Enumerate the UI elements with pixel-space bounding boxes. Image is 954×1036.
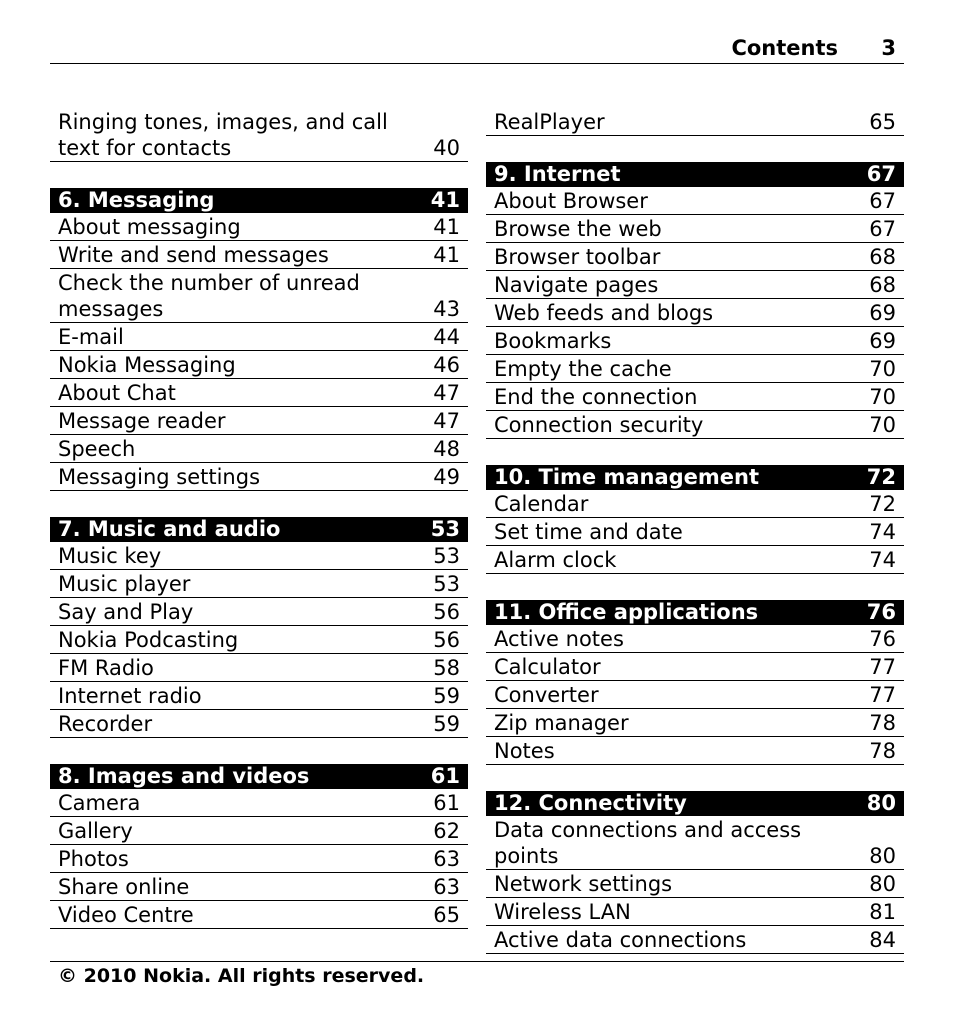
section-gap	[486, 765, 904, 791]
section-gap	[486, 439, 904, 465]
entry-page-number: 74	[869, 548, 896, 572]
footer-copyright: © 2010 Nokia. All rights reserved.	[58, 965, 425, 987]
entry-page-number: 59	[433, 684, 460, 708]
entry-page-number: 59	[433, 712, 460, 736]
section-title: 12. Connectivity	[494, 791, 687, 815]
entry-title: About messaging	[58, 215, 241, 239]
entry-page-number: 62	[433, 819, 460, 843]
toc-entry[interactable]	[50, 463, 468, 491]
entry-title: Photos	[58, 847, 129, 871]
toc-section-heading[interactable]	[486, 791, 904, 816]
entry-title: Wireless LAN	[494, 900, 631, 924]
entry-title: Navigate pages	[494, 273, 659, 297]
toc-entry[interactable]	[486, 411, 904, 439]
toc-entry[interactable]	[50, 817, 468, 845]
toc-entry[interactable]	[486, 187, 904, 215]
entry-page-number: 70	[869, 357, 896, 381]
toc-entry[interactable]	[50, 654, 468, 682]
entry-title: FM Radio	[58, 656, 154, 680]
entry-page-number: 78	[869, 711, 896, 735]
entry-page-number: 46	[433, 353, 460, 377]
entry-page-number: 63	[433, 875, 460, 899]
entry-title: Gallery	[58, 819, 133, 843]
entry-title: Data connections and access points	[494, 818, 802, 868]
toc-left-column	[50, 108, 468, 929]
toc-entry[interactable]	[486, 870, 904, 898]
entry-page-number: 78	[869, 739, 896, 763]
entry-title: Alarm clock	[494, 548, 617, 572]
entry-page-number: 56	[433, 628, 460, 652]
toc-section-heading[interactable]	[486, 162, 904, 187]
section-page-number: 53	[430, 517, 460, 541]
entry-title: Share online	[58, 875, 190, 899]
entry-page-number: 43	[433, 297, 460, 321]
header-page-number: 3	[881, 36, 896, 60]
entry-page-number: 70	[869, 385, 896, 409]
toc-entry[interactable]	[486, 737, 904, 765]
entry-title: Ringing tones, images, and call text for contacts	[58, 110, 388, 160]
toc-entry[interactable]	[486, 898, 904, 926]
entry-page-number: 68	[869, 245, 896, 269]
toc-entry[interactable]	[50, 435, 468, 463]
toc-entry[interactable]	[486, 926, 904, 954]
toc-entry[interactable]	[50, 710, 468, 738]
entry-title: About Browser	[494, 189, 648, 213]
entry-page-number: 84	[869, 928, 896, 952]
entry-page-number: 53	[433, 544, 460, 568]
entry-page-number: 41	[433, 215, 460, 239]
toc-entry[interactable]	[486, 490, 904, 518]
toc-entry[interactable]	[486, 327, 904, 355]
entry-page-number: 68	[869, 273, 896, 297]
entry-page-number: 81	[869, 900, 896, 924]
section-page-number: 41	[430, 188, 460, 212]
entry-page-number: 69	[869, 301, 896, 325]
entry-page-number: 58	[433, 656, 460, 680]
toc-entry[interactable]	[50, 542, 468, 570]
section-title: 9. Internet	[494, 162, 621, 186]
toc-section-heading[interactable]	[50, 764, 468, 789]
header-title: Contents	[731, 36, 838, 60]
section-gap	[50, 162, 468, 188]
entry-title: End the connection	[494, 385, 698, 409]
entry-title: Music key	[58, 544, 162, 568]
entry-page-number: 80	[869, 844, 896, 868]
entry-title: Browse the web	[494, 217, 662, 241]
section-page-number: 61	[430, 764, 460, 788]
entry-title: Write and send messages	[58, 243, 329, 267]
toc-entry[interactable]	[50, 570, 468, 598]
section-page-number: 80	[866, 791, 896, 815]
toc-entry[interactable]	[486, 681, 904, 709]
section-gap	[50, 738, 468, 764]
entry-title: RealPlayer	[494, 110, 605, 134]
entry-title: Calculator	[494, 655, 601, 679]
entry-title: Messaging settings	[58, 465, 261, 489]
section-gap	[50, 491, 468, 517]
entry-page-number: 61	[433, 791, 460, 815]
entry-title: Converter	[494, 683, 599, 707]
entry-title: Message reader	[58, 409, 226, 433]
entry-title: Nokia Messaging	[58, 353, 236, 377]
entry-page-number: 63	[433, 847, 460, 871]
toc-entry[interactable]	[50, 789, 468, 817]
entry-title: Calendar	[494, 492, 589, 516]
section-gap	[486, 136, 904, 162]
toc-entry[interactable]	[50, 108, 468, 162]
toc-entry[interactable]	[50, 626, 468, 654]
toc-entry[interactable]	[486, 816, 904, 870]
entry-title: Zip manager	[494, 711, 629, 735]
entry-page-number: 44	[433, 325, 460, 349]
toc-entry[interactable]	[486, 243, 904, 271]
entry-page-number: 48	[433, 437, 460, 461]
entry-title: Check the number of unread messages	[58, 271, 360, 321]
entry-title: Empty the cache	[494, 357, 672, 381]
entry-title: E-mail	[58, 325, 124, 349]
toc-entry[interactable]	[50, 407, 468, 435]
toc-entry[interactable]	[50, 241, 468, 269]
section-title: 10. Time management	[494, 465, 760, 489]
section-title: 7. Music and audio	[58, 517, 281, 541]
entry-title: Active data connections	[494, 928, 747, 952]
entry-page-number: 67	[869, 189, 896, 213]
toc-entry[interactable]	[486, 215, 904, 243]
entry-page-number: 80	[869, 872, 896, 896]
toc-section-heading[interactable]	[50, 188, 468, 213]
toc-entry[interactable]	[486, 383, 904, 411]
toc-entry[interactable]	[486, 709, 904, 737]
entry-page-number: 53	[433, 572, 460, 596]
entry-page-number: 56	[433, 600, 460, 624]
entry-title: Set time and date	[494, 520, 683, 544]
entry-page-number: 77	[869, 683, 896, 707]
entry-page-number: 65	[869, 110, 896, 134]
section-page-number: 67	[866, 162, 896, 186]
entry-page-number: 47	[433, 381, 460, 405]
entry-title: About Chat	[58, 381, 176, 405]
entry-title: Video Centre	[58, 903, 194, 927]
entry-page-number: 41	[433, 243, 460, 267]
entry-title: Browser toolbar	[494, 245, 661, 269]
page-header	[50, 34, 904, 64]
entry-title: Notes	[494, 739, 555, 763]
toc-entry[interactable]	[50, 901, 468, 929]
toc-entry[interactable]	[486, 518, 904, 546]
toc-entry[interactable]	[486, 299, 904, 327]
entry-title: Network settings	[494, 872, 673, 896]
toc-entry[interactable]	[50, 598, 468, 626]
entry-page-number: 70	[869, 413, 896, 437]
toc-entry[interactable]	[50, 379, 468, 407]
section-page-number: 76	[866, 600, 896, 624]
entry-page-number: 40	[433, 136, 460, 160]
entry-title: Internet radio	[58, 684, 202, 708]
entry-title: Camera	[58, 791, 141, 815]
entry-page-number: 72	[869, 492, 896, 516]
toc-entry[interactable]	[50, 845, 468, 873]
toc-section-heading[interactable]	[486, 600, 904, 625]
entry-page-number: 76	[869, 627, 896, 651]
entry-page-number: 47	[433, 409, 460, 433]
toc-entry[interactable]	[50, 351, 468, 379]
toc-entry[interactable]	[50, 269, 468, 323]
toc-entry[interactable]	[486, 625, 904, 653]
toc-entry[interactable]	[486, 653, 904, 681]
entry-page-number: 49	[433, 465, 460, 489]
toc-entry[interactable]	[486, 108, 904, 136]
section-title: 11. Office applications	[494, 600, 759, 624]
footer-rule	[50, 961, 904, 962]
entry-page-number: 65	[433, 903, 460, 927]
entry-title: Connection security	[494, 413, 704, 437]
section-title: 8. Images and videos	[58, 764, 310, 788]
entry-page-number: 74	[869, 520, 896, 544]
entry-title: Say and Play	[58, 600, 194, 624]
entry-title: Active notes	[494, 627, 624, 651]
toc-entry[interactable]	[486, 271, 904, 299]
toc-entry[interactable]	[50, 213, 468, 241]
toc-right-column	[486, 108, 904, 954]
entry-title: Music player	[58, 572, 191, 596]
entry-title: Web feeds and blogs	[494, 301, 714, 325]
entry-page-number: 67	[869, 217, 896, 241]
entry-title: Speech	[58, 437, 136, 461]
entry-page-number: 77	[869, 655, 896, 679]
section-title: 6. Messaging	[58, 188, 215, 212]
toc-entry[interactable]	[486, 355, 904, 383]
toc-section-heading[interactable]	[50, 517, 468, 542]
toc-entry[interactable]	[50, 873, 468, 901]
toc-entry[interactable]	[50, 323, 468, 351]
toc-section-heading[interactable]	[486, 465, 904, 490]
toc-entry[interactable]	[50, 682, 468, 710]
section-gap	[486, 574, 904, 600]
toc-entry[interactable]	[486, 546, 904, 574]
entry-page-number: 69	[869, 329, 896, 353]
entry-title: Nokia Podcasting	[58, 628, 239, 652]
entry-title: Bookmarks	[494, 329, 612, 353]
entry-title: Recorder	[58, 712, 153, 736]
section-page-number: 72	[866, 465, 896, 489]
